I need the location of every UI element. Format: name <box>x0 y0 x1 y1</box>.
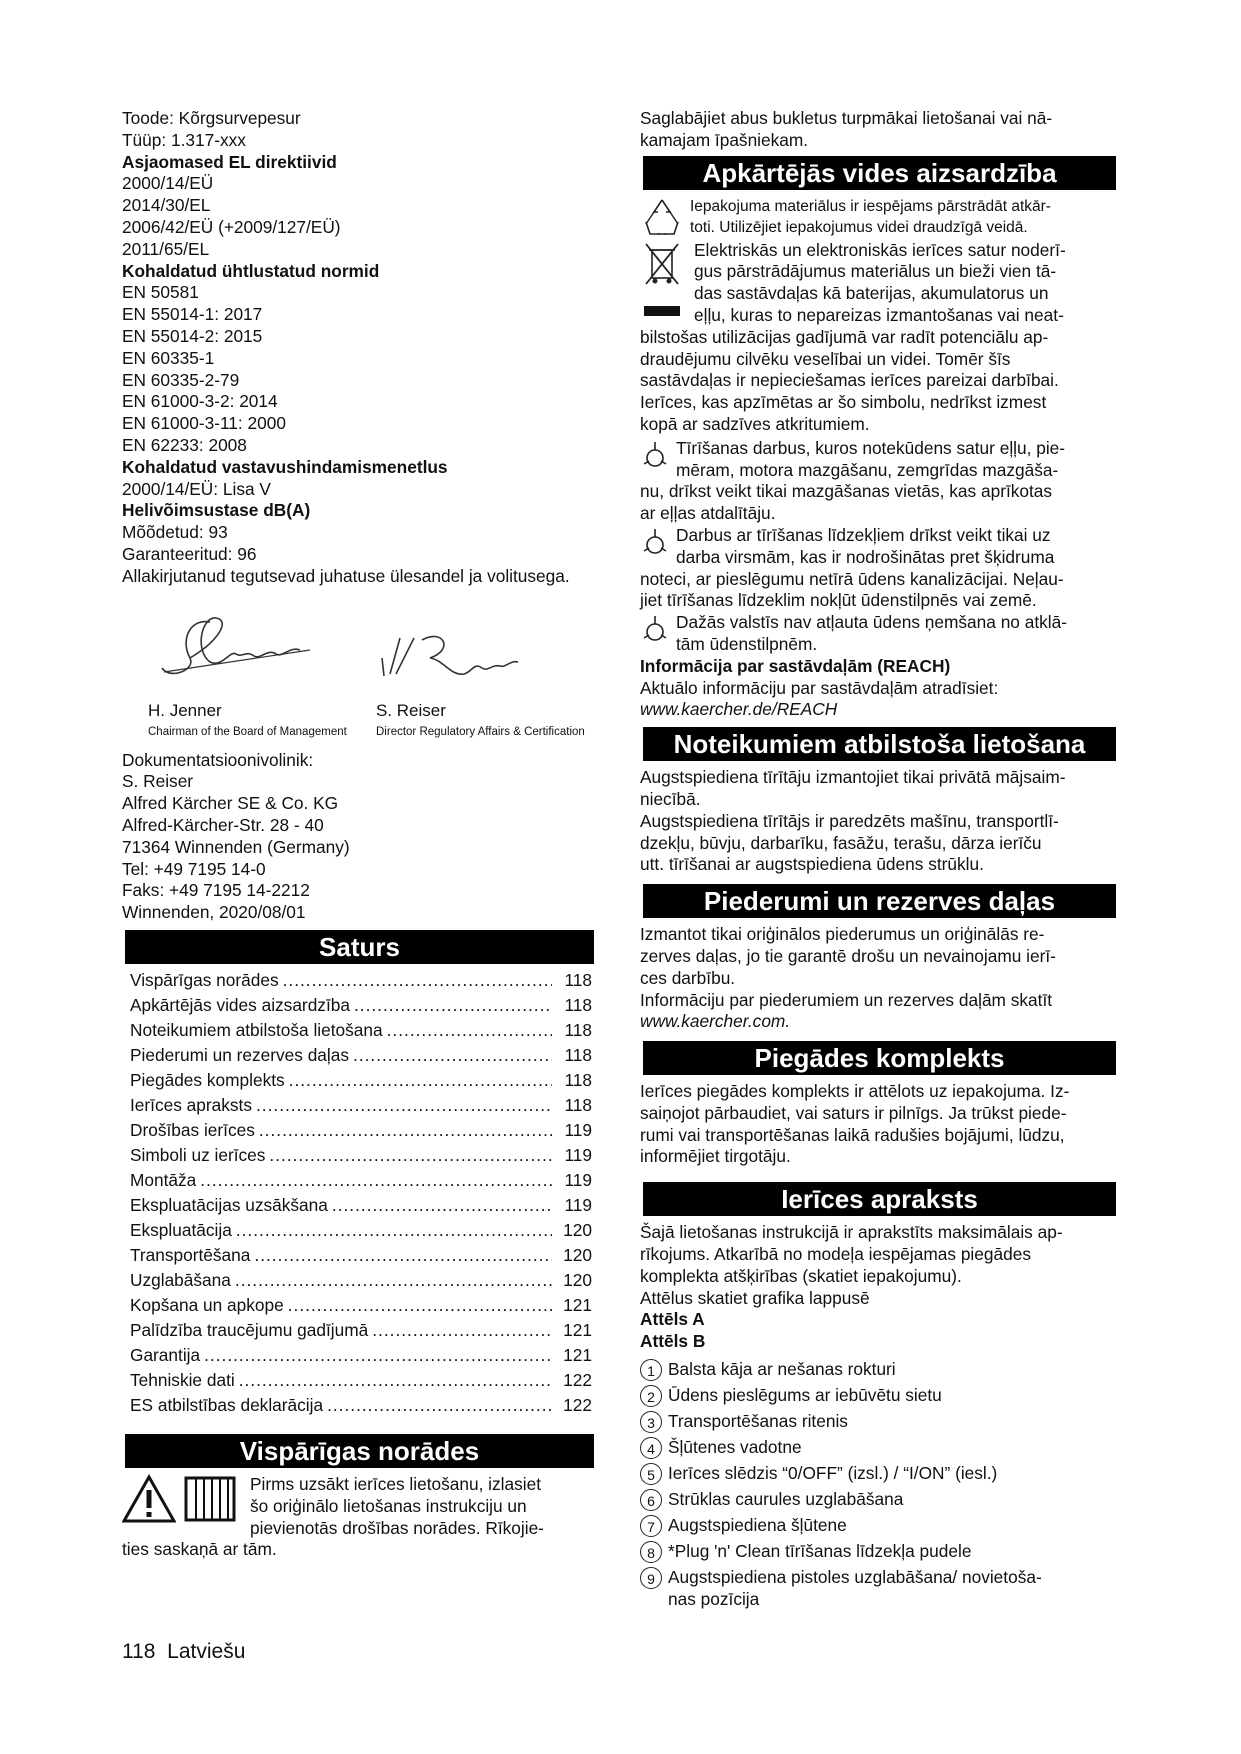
part-item: 3 Transportēšanas ritenis <box>640 1411 1116 1433</box>
env-text-line: tām ūdenstilpnēm. <box>676 633 818 654</box>
env-text-line: toti. Utilizējiet iepakojumus videi draudzīgā veidā. <box>690 218 1028 236</box>
part-number: 4 <box>640 1437 662 1459</box>
sound-heading: Helivõimsustase dB(A) <box>122 500 311 521</box>
scope-heading: Piegādes komplekts <box>640 1041 1116 1075</box>
accessories-link[interactable]: www.kaercher.com. <box>640 1011 791 1032</box>
toc-entry[interactable]: ES atbilstības deklarācija ..... 122 <box>122 1395 594 1420</box>
env-text-line: mēram, motora mazgāšanu, zemgrīdas mazgāša- <box>676 459 1059 480</box>
env-text-line: eļļu, kuras to nepareizas izmantošanas vai neat- <box>694 304 1064 325</box>
part-number: 5 <box>640 1463 662 1485</box>
sound-guaranteed: Garanteeritud: 96 <box>122 543 257 564</box>
toc-entry[interactable]: Vispārīgas norādes ..... 118 <box>122 970 594 995</box>
toc-entry[interactable]: Ekspluatācija ..... 120 <box>122 1220 594 1245</box>
env-text-line: sastāvdaļas ir nepieciešamas ierīces pareizai darbībai. <box>640 370 1059 391</box>
norm-item: EN 60335-2-79 <box>122 369 240 390</box>
contact-line: Faks: +49 7195 14-2212 <box>122 880 310 901</box>
use-text-line: niecībā. <box>640 788 701 809</box>
scope-text-line: Ierīces piegādes komplekts ir attēlots uz iepakojuma. Iz- <box>640 1081 1070 1102</box>
description-heading: Ierīces apraksts <box>640 1182 1116 1216</box>
part-item: 8 *Plug 'n' Clean tīrīšanas līdzekļa pudele <box>640 1541 1116 1563</box>
desc-text-line: Attēlus skatiet grafika lappusē <box>640 1287 870 1308</box>
intro-line: Saglabājiet abus bukletus turpmākai lietošanai vai nā- <box>640 108 1053 128</box>
toc-entry[interactable]: Ierīces apraksts ..... 118 <box>122 1095 594 1120</box>
env-text-line: kopā ar sadzīves atkritumiem. <box>640 413 870 434</box>
part-number: 3 <box>640 1411 662 1433</box>
part-number: 8 <box>640 1541 662 1563</box>
part-item: 6 Strūklas caurules uzglabāšana <box>640 1489 1116 1511</box>
norm-item: EN 55014-2: 2015 <box>122 325 263 346</box>
signer2-name: S. Reiser <box>376 700 446 720</box>
toc-heading: Saturs <box>122 930 594 964</box>
norm-item: EN 60335-1 <box>122 347 215 368</box>
env-text-line: Ierīces, kas apzīmētas ar šo simbolu, nedrīkst izmest <box>640 392 1047 413</box>
env-detergent-note <box>640 525 1116 569</box>
recycling-icon <box>640 196 684 238</box>
part-number: 6 <box>640 1489 662 1511</box>
reach-link[interactable]: www.kaercher.de/REACH <box>640 699 838 720</box>
part-item: 5 Ierīces slēdzis “0/OFF” (izsl.) / “I/ON” (iesl.) <box>640 1463 1116 1485</box>
norm-item: EN 50581 <box>122 282 199 303</box>
toc-entry[interactable]: Montāža ..... 119 <box>122 1170 594 1195</box>
directive-item: 2011/65/EL <box>122 238 210 259</box>
toc-entry[interactable]: Piegādes komplekts ..... 118 <box>122 1070 594 1095</box>
env-text-line: draudējumu cilvēku veselībai un videi. Tomēr šīs <box>640 348 1011 369</box>
signer1-name: H. Jenner <box>148 700 222 720</box>
general-text-line: Pirms uzsākt ierīces lietošanu, izlasiet <box>250 1473 542 1494</box>
contact-block <box>122 750 594 924</box>
directive-item: 2014/30/EL <box>122 195 211 216</box>
scope-text-line: informējiet tirgotāju. <box>640 1146 791 1167</box>
env-text-line: Darbus ar tīrīšanas līdzekļiem drīkst veikt tikai uz <box>676 524 1051 545</box>
env-text-line: das sastāvdaļas kā baterijas, akumulatorus un <box>694 283 1049 304</box>
env-text-line: darba virsmām, kas ir nodrošinātas pret šķidruma <box>676 546 1055 567</box>
environment-heading: Apkārtējās vides aizsardzība <box>640 156 1116 190</box>
signer2-title: Director Regulatory Affairs & Certification <box>376 725 585 738</box>
signed-note: Allakirjutanud tegutsevad juhatuse ülesandel ja volitusega. <box>122 565 570 586</box>
directive-item: 2000/14/EÜ <box>122 173 214 194</box>
directive-item: 2006/42/EÜ (+2009/127/EÜ) <box>122 216 341 237</box>
intro-line: kamajam īpašniekam. <box>640 129 809 150</box>
warning-icon <box>122 1474 176 1524</box>
env-text-line: Dažās valstīs nav atļauta ūdens ņemšana no atklā- <box>676 612 1067 633</box>
parts-list <box>640 1359 1116 1611</box>
signer1-title: Chairman of the Board of Management <box>148 725 347 738</box>
norms-heading: Kohaldatud ühtlustatud normid <box>122 260 380 281</box>
water-drop-icon <box>640 612 670 652</box>
page-footer <box>122 1640 245 1664</box>
general-text-line: pievienotās drošības norādes. Rīkojie- <box>250 1517 544 1538</box>
product-line: Toode: Kõrgsurvepesur <box>122 108 301 128</box>
env-weee-note <box>640 240 1116 327</box>
contact-line: Tel: +49 7195 14-0 <box>122 858 266 879</box>
part-number: 1 <box>640 1359 662 1381</box>
directives-heading: Asjaomased EL direktiivid <box>122 151 337 172</box>
acc-text-line: Informāciju par piederumiem un rezerves daļām skatīt <box>640 989 1053 1010</box>
accessories-heading: Piederumi un rezerves daļas <box>640 884 1116 918</box>
norm-item: EN 61000-3-11: 2000 <box>122 413 286 434</box>
general-text-line: šo oriģinālo lietošanas instrukciju un <box>250 1495 527 1516</box>
toc-entry[interactable]: Kopšana un apkope ..... 121 <box>122 1295 594 1320</box>
part-number: 2 <box>640 1385 662 1407</box>
use-text-line: Augstspiediena tīrītāju izmantojiet tikai privātā mājsaim- <box>640 767 1066 788</box>
desc-text-line: komplekta atšķirības (skatiet iepakojumu). <box>640 1265 962 1286</box>
part-number: 9 <box>640 1567 662 1589</box>
scope-text-line: saiņojot pārbaudiet, vai saturs ir pilnīgs. Ja trūkst piede- <box>640 1102 1067 1123</box>
norm-item: EN 55014-1: 2017 <box>122 304 263 325</box>
env-text-line: Elektriskās un elektroniskās ierīces satur noderī- <box>694 239 1066 260</box>
part-item: 7 Augstspiediena šļūtene <box>640 1515 1116 1537</box>
use-text-line: Augstspiediena tīrītājs ir paredzēts mašīnu, transportlī- <box>640 810 1059 831</box>
env-text-line: gus pārstrādājumus materiālus un bieži vien tā- <box>694 261 1057 282</box>
desc-text-line: rīkojums. Atkarībā no modeļa iespējamas piegādes <box>640 1244 1031 1265</box>
contact-line: S. Reiser <box>122 771 194 792</box>
acc-text-line: Izmantot tikai oriģinālos piederumus un oriģinālās re- <box>640 924 1045 945</box>
general-heading: Vispārīgas norādes <box>122 1434 594 1468</box>
contact-line: Alfred-Kärcher-Str. 28 - 40 <box>122 814 324 835</box>
directives-list <box>122 173 594 260</box>
signature-reiser <box>374 628 524 688</box>
env-oil-note <box>640 438 1116 482</box>
figure-a-label: Attēls A <box>640 1309 705 1330</box>
general-text-last: ties saskaņā ar tām. <box>122 1539 277 1560</box>
desc-text-line: Šajā lietošanas instrukcijā ir aprakstīts maksimālais ap- <box>640 1222 1063 1243</box>
type-line: Tüüp: 1.317-xxx <box>122 129 246 150</box>
footer-language: Latviešu <box>167 1640 246 1663</box>
use-text-line: utt. tīrīšanai ar augstspiediena ūdens strūklu. <box>640 854 984 875</box>
toc-entry[interactable]: Drošības ierīces ..... 119 <box>122 1120 594 1145</box>
env-water-note <box>640 612 1116 656</box>
env-text-line: bilstošas utilizācijas gadījumā var radīt potenciālu ap- <box>640 326 1049 347</box>
norms-list <box>122 282 594 456</box>
page-number: 118 <box>122 1640 156 1663</box>
env-text-line: ar eļļas atdalītāju. <box>640 503 776 524</box>
part-number: 7 <box>640 1515 662 1537</box>
toc-entry[interactable]: Ekspluatācijas uzsākšana ..... 119 <box>122 1195 594 1220</box>
crossed-bin-icon <box>640 240 684 322</box>
toc-entry[interactable]: Uzglabāšana ..... 120 <box>122 1270 594 1295</box>
part-item: 1 Balsta kāja ar nešanas rokturi <box>640 1359 1116 1381</box>
conformity-heading: Kohaldatud vastavushindamismenetlus <box>122 456 448 477</box>
acc-text-line: zerves daļas, jo tie garantē drošu un nevainojamu ierī- <box>640 945 1056 966</box>
contact-line: 71364 Winnenden (Germany) <box>122 836 350 857</box>
contact-line: Dokumentatsioonivolinik: <box>122 749 314 770</box>
toc-entry[interactable]: Piederumi un rezerves daļas ..... 118 <box>122 1045 594 1070</box>
part-item: 4 Šļūtenes vadotne <box>640 1437 1116 1459</box>
general-notice <box>122 1474 594 1539</box>
norm-item: EN 62233: 2008 <box>122 434 247 455</box>
toc-list <box>122 970 594 1420</box>
contact-line: Winnenden, 2020/08/01 <box>122 902 306 923</box>
use-heading: Noteikumiem atbilstoša lietošana <box>640 727 1116 761</box>
toc-entry[interactable]: Garantija ..... 121 <box>122 1345 594 1370</box>
toc-entry[interactable]: Apkārtējās vides aizsardzība ..... 118 <box>122 995 594 1020</box>
acc-text-line: ces darbību. <box>640 967 736 988</box>
signature-block <box>122 610 594 738</box>
toc-entry[interactable]: Transportēšana ..... 120 <box>122 1245 594 1270</box>
toc-entry[interactable]: Palīdzība traucējumu gadījumā ..... 121 <box>122 1320 594 1345</box>
water-drop-icon <box>640 525 670 565</box>
reach-heading: Informācija par sastāvdaļām (REACH) <box>640 655 951 676</box>
left-column <box>122 108 594 1561</box>
water-drop-icon <box>640 438 670 478</box>
part-item: 9 Augstspiediena pistoles uzglabāšana/ novietoša- nas pozīcija <box>640 1567 1116 1611</box>
right-column <box>640 108 1116 1611</box>
norm-item: EN 61000-3-2: 2014 <box>122 391 278 412</box>
toc-entry[interactable]: Noteikumiem atbilstoša lietošana ..... 118 <box>122 1020 594 1045</box>
use-text-line: dzekļu, būvju, darbarīku, fasāžu, terašu, dārza ierīču <box>640 832 1042 853</box>
signature-jenner <box>150 610 320 690</box>
scope-text-line: rumi vai transportēšanas laikā radušies bojājumi, lūdzu, <box>640 1124 1065 1145</box>
reach-text: Aktuālo informāciju par sastāvdaļām atradīsiet: <box>640 677 999 698</box>
toc-entry[interactable]: Simboli uz ierīces ..... 119 <box>122 1145 594 1170</box>
env-recycling-note <box>640 196 1116 238</box>
env-text-line: nu, drīkst veikt tikai mazgāšanas vietās, kas aprīkotas <box>640 481 1053 502</box>
env-text-line: Tīrīšanas darbus, kuros notekūdens satur eļļu, pie- <box>676 437 1066 458</box>
env-text-line: Iepakojuma materiālus ir iespējams pārstrādāt atkār- <box>690 197 1051 215</box>
env-text-line: noteci, ar pieslēgumu netīrā ūdens kanalizācijai. Neļau- <box>640 568 1064 589</box>
contact-line: Alfred Kärcher SE & Co. KG <box>122 793 339 814</box>
part-item: 2 Ūdens pieslēgums ar iebūvētu sietu <box>640 1385 1116 1407</box>
sound-measured: Mõõdetud: 93 <box>122 522 228 543</box>
toc-entry[interactable]: Tehniskie dati ..... 122 <box>122 1370 594 1395</box>
figure-b-label: Attēls B <box>640 1331 706 1352</box>
env-text-line: jiet tīrīšanas līdzeklim nokļūt ūdenstilpnēs vai zemē. <box>640 590 1037 611</box>
conformity-text: 2000/14/EÜ: Lisa V <box>122 478 271 499</box>
manual-book-icon <box>182 1474 240 1524</box>
